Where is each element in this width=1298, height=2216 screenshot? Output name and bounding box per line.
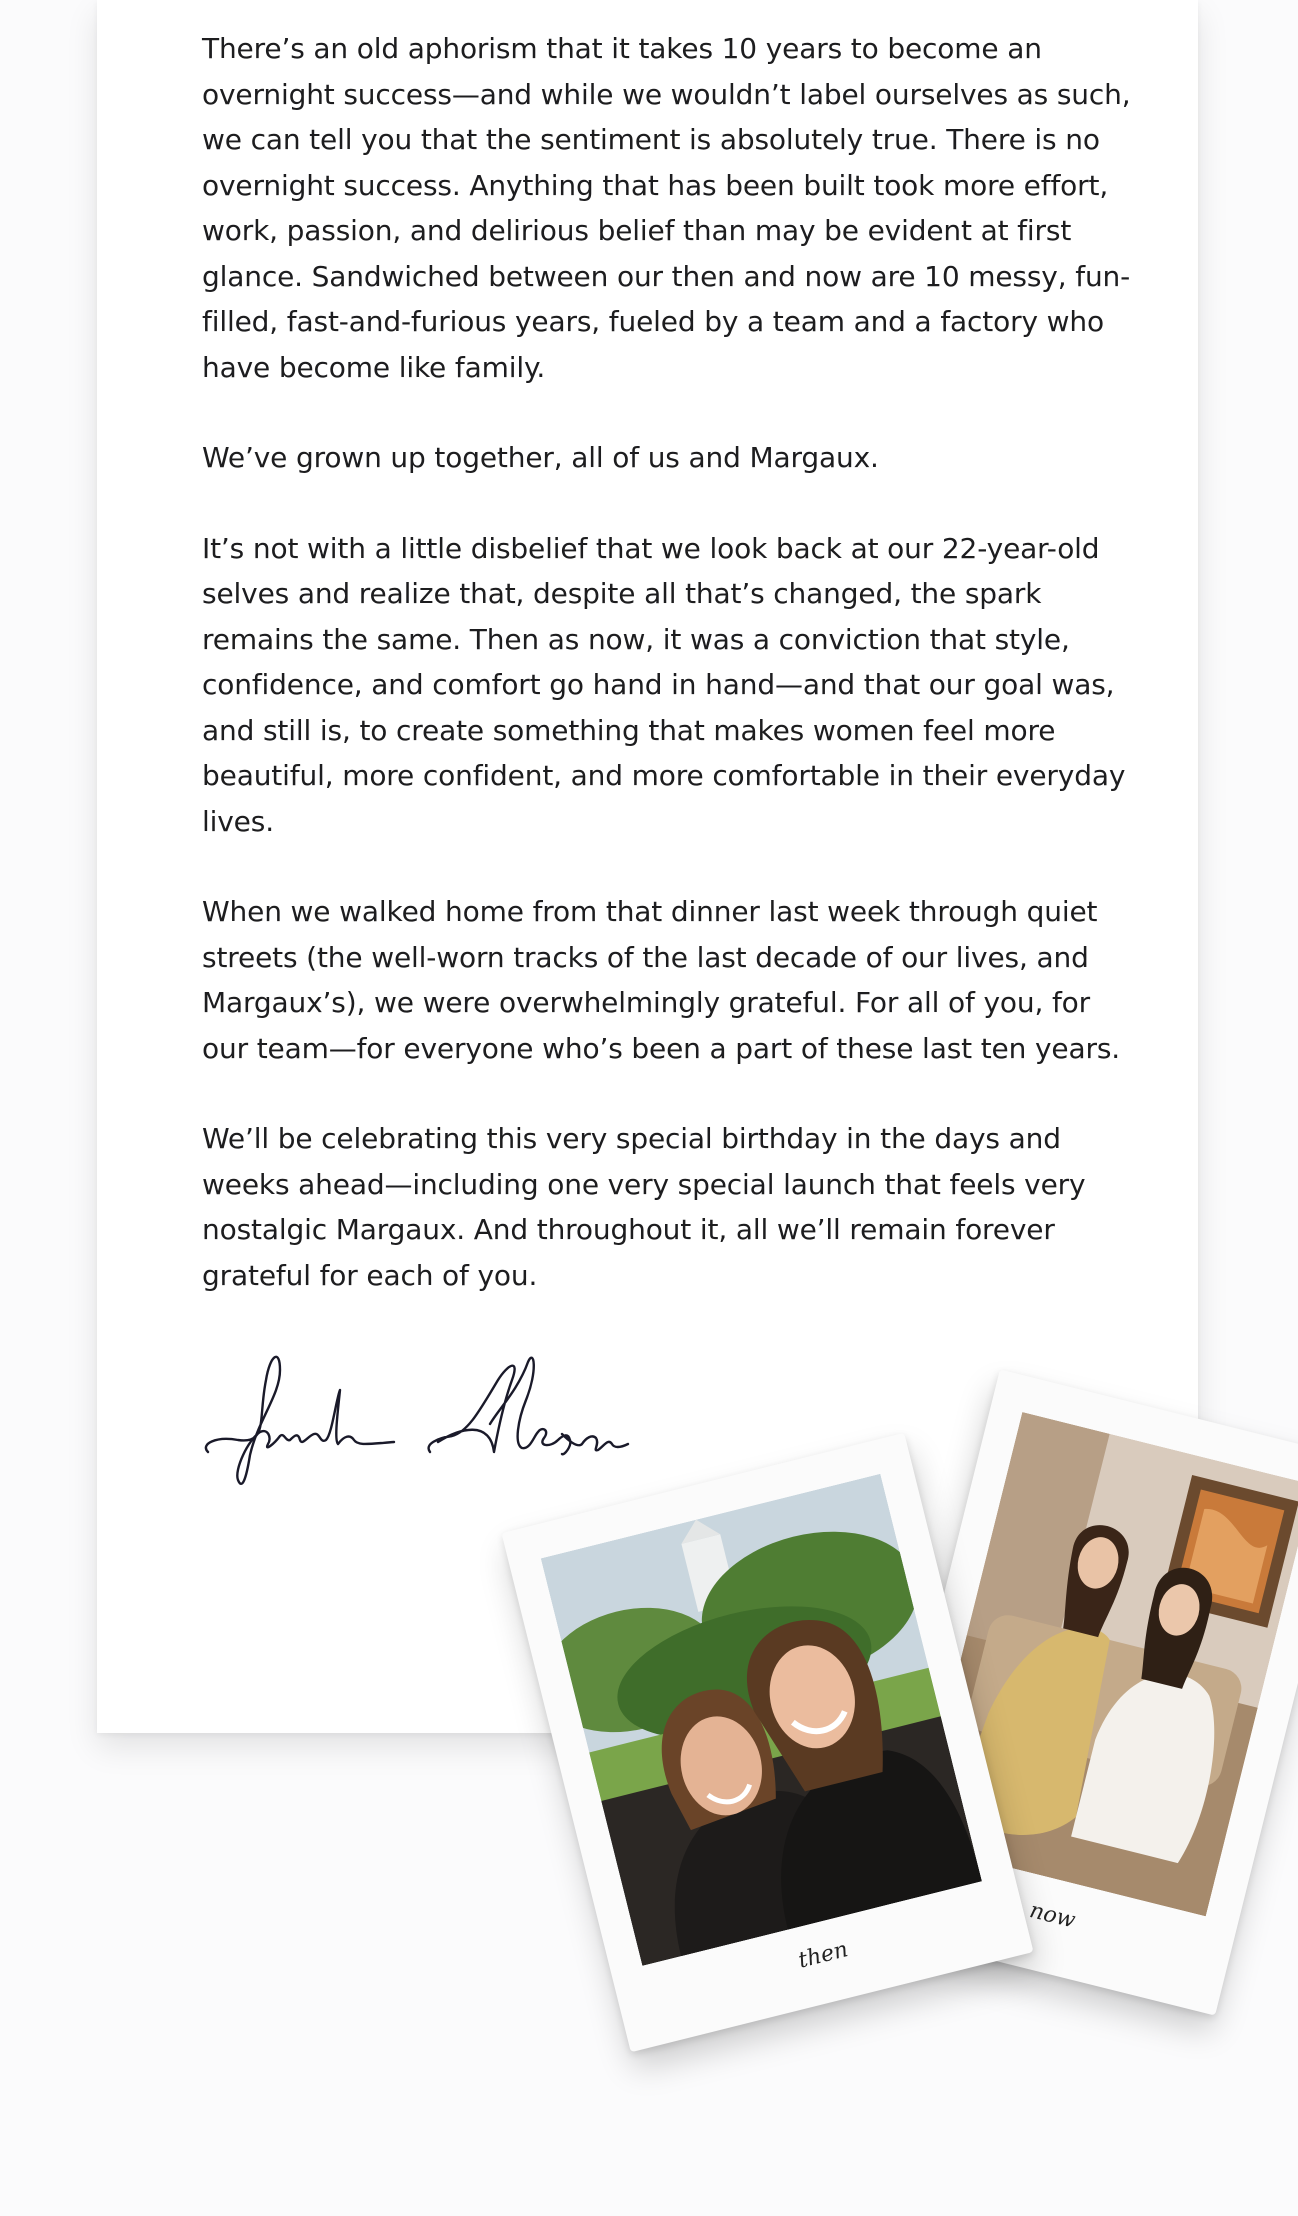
caption-then: then bbox=[795, 1937, 851, 1974]
letter-paragraph-1: There’s an old aphorism that it takes 10 years to become an overnight success—and while we wouldn’t label ourselves as such, we can tell you that the sentiment is absolutely true. There is no overnight success. Anything that has been built took more effort, work, passion, and delirious belief than may be evident at first glance. Sandwiched between our then and now are 10 messy, fun-filled, fast-and-furious years, fueled by a team and a factory who have become like family. bbox=[202, 32, 1131, 384]
letter-body bbox=[202, 26, 1132, 1343]
letter-paragraph-4: When we walked home from that dinner last week through quiet streets (the well-worn tracks of the last decade of our lives, and Margaux’s), we were overwhelmingly grateful. For all of you, for our team—for everyone who’s been a part of these last ten years. bbox=[202, 895, 1121, 1065]
signature-image bbox=[198, 1340, 638, 1500]
signature-sarah bbox=[206, 1357, 394, 1484]
caption-now: now bbox=[1027, 1898, 1078, 1934]
photo-then bbox=[541, 1474, 982, 1966]
signatures bbox=[198, 1340, 638, 1500]
letter-paragraph-3: It’s not with a little disbelief that we look back at our 22-year-old selves and realize that, despite all that’s changed, the spark remains the same. Then as now, it was a conviction that style, confidence, and comfort go hand in hand—and that our goal was, and still is, to create something that makes women feel more beautiful, more confident, and more comfortable in their everyday lives. bbox=[202, 531, 1126, 838]
signature-alexa bbox=[429, 1358, 628, 1455]
letter-paragraph-2: We’ve grown up together, all of us and Margaux. bbox=[202, 441, 879, 474]
letter-paragraph-5: We’ll be celebrating this very special birthday in the days and weeks ahead—including one very special launch that feels very nostalgic Margaux. And throughout it, all we’ll remain forever grateful for each of you. bbox=[202, 1122, 1086, 1292]
